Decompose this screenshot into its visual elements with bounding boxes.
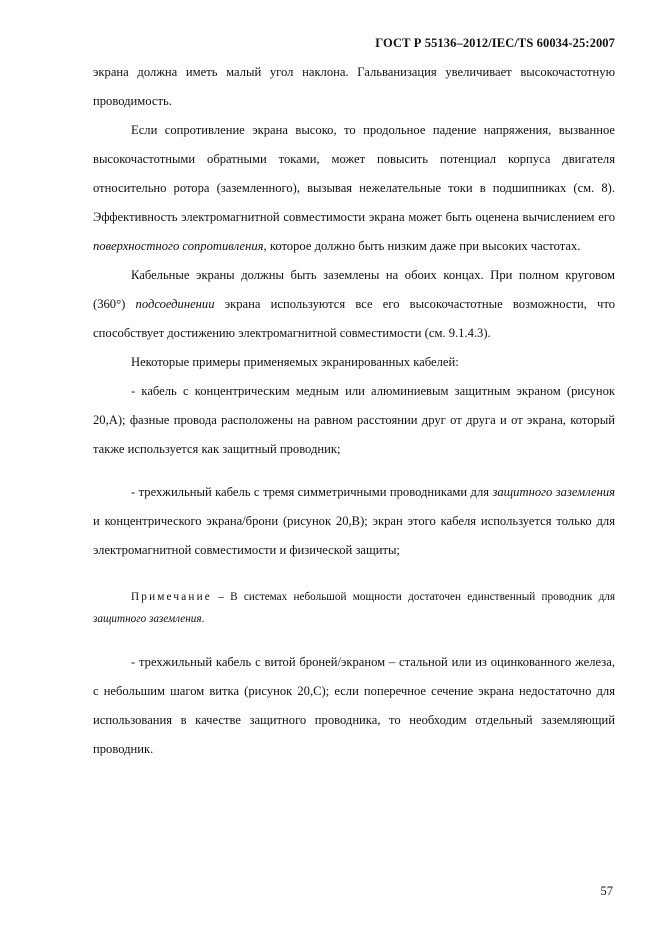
paragraph-examples-intro: Некоторые примеры применяемых экранированных кабелей: xyxy=(131,355,459,369)
italic-term: подсоединении xyxy=(135,297,215,311)
page-number: 57 xyxy=(600,884,613,898)
paragraph-shield-resistance xyxy=(93,116,615,261)
note xyxy=(93,586,615,630)
page-body xyxy=(93,58,615,764)
list-item-concentric-cable: - кабель с концентрическим медным или алюминиевым защитным экраном (рисунок 20,A); фазные провода расположены на равном расстоянии друг от друга и от экрана, который также используется как защитный проводник; xyxy=(93,384,615,456)
list-item-armoured-cable: - трехжильный кабель с витой броней/экраном – стальной или из оцинкованного железа, с небольшим шагом витка (рисунок 20,C); если поперечное сечение экрана недостаточно для использования в качестве защитного проводника, то необходим отдельный заземляющий проводник. xyxy=(93,655,615,756)
note-text: – В системах небольшой мощности достаточен единственный проводник для xyxy=(211,591,615,603)
paragraph-text: - трехжильный кабель с тремя симметричными проводниками для xyxy=(131,485,493,499)
italic-term: поверхностного сопротивления xyxy=(93,239,264,253)
paragraph-cable-shields xyxy=(93,261,615,348)
list-item-three-core-cable xyxy=(93,478,615,565)
paragraph-text: Кабельные экраны должны быть заземлены на обоих концах. При полном круговом (360°) xyxy=(93,268,615,311)
paragraph-text: экрана используются все его высокочастотные возможности, что способствует достижению электромагнитной совместимости (см. 9.1.4.3). xyxy=(93,297,615,340)
paragraph-text: и концентрического экрана/брони (рисунок 20,B); экран этого кабеля используется только для электромагнитной совместимости и физической защиты; xyxy=(93,514,615,557)
paragraph-continuation: экрана должна иметь малый угол наклона. Гальванизация увеличивает высокочастотную проводимость. xyxy=(93,65,615,108)
note-label: Примечание xyxy=(131,591,212,603)
note-text: . xyxy=(201,613,205,625)
italic-term: защитного заземления xyxy=(93,613,202,625)
paragraph-text: , которое должно быть низким даже при высоких частотах. xyxy=(263,239,581,253)
paragraph-text: Если сопротивление экрана высоко, то продольное падение напряжения, вызванное высокочастотными обратными токами, может повысить потенциал корпуса двигателя относительно ротора (заземленного), вызывая нежелательные токи в подшипниках (см. 8). Эффективность электромагнитной совместимости экрана может быть оценена вычислением его xyxy=(93,123,615,224)
italic-term: защитного заземления xyxy=(492,485,615,499)
document-header: ГОСТ Р 55136–2012/IEC/TS 60034-25:2007 xyxy=(375,36,615,50)
